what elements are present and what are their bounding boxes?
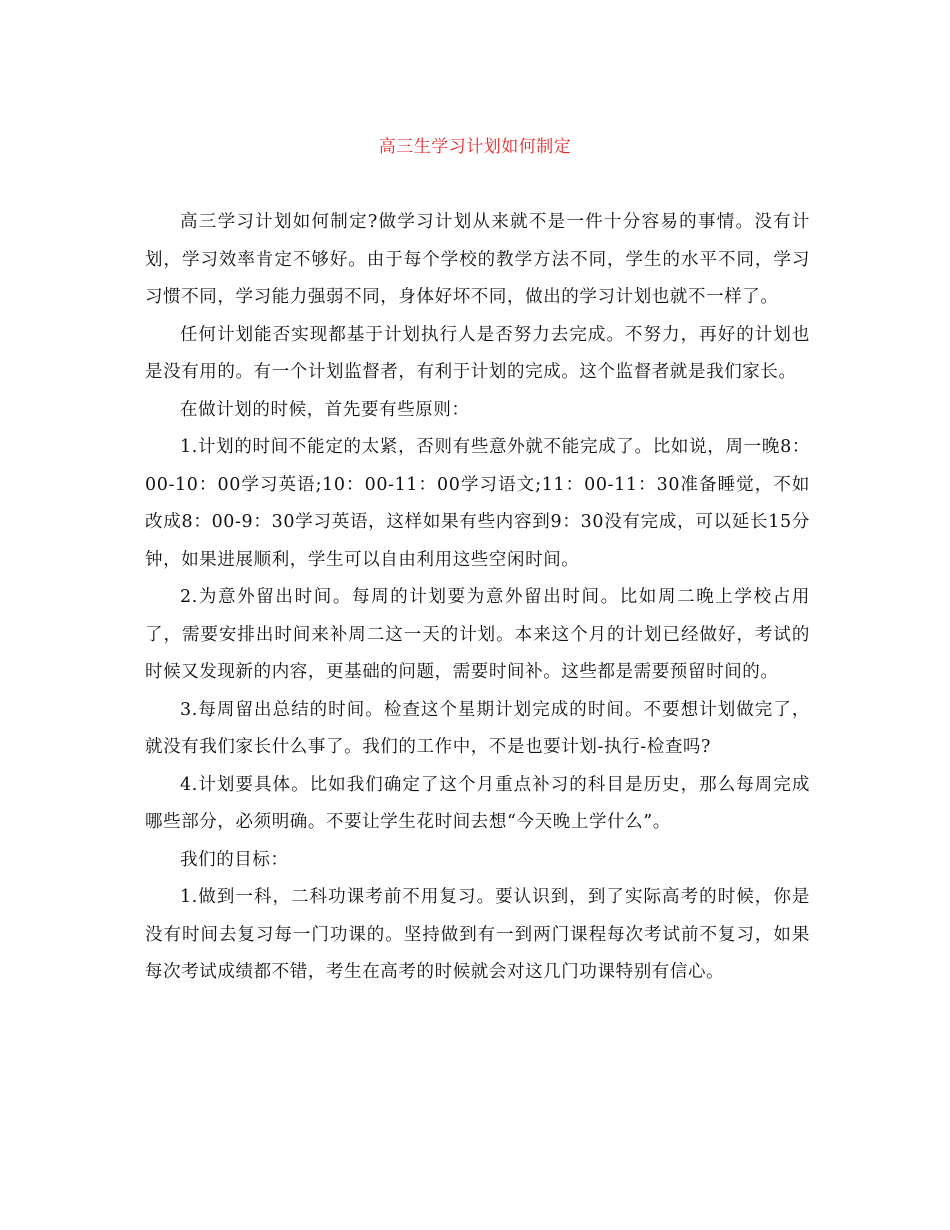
paragraph-intro: 高三学习计划如何制定?做学习计划从来就不是一件十分容易的事情。没有计划，学习效率肯定不够好。由于每个学校的教学方法不同，学生的水平不同，学习习惯不同，学习能力强弱不同，身体好坏不同，做出的学习计划也就不一样了。 [145,212,810,307]
paragraph-goals-heading: 我们的目标： [180,849,289,870]
paragraph-principle-2: 2.为意外留出时间。每周的计划要为意外留出时间。比如周二晚上学校占用了，需要安排出时间来补周二这一天的计划。本来这个月的计划已经做好，考试的时候又发现新的内容，更基础的问题，需要时间补。这些都是需要预留时间的。 [145,587,810,682]
paragraph-supervision: 任何计划能否实现都基于计划执行人是否努力去完成。不努力，再好的计划也是没有用的。有一个计划监督者，有利于计划的完成。这个监督者就是我们家长。 [145,324,810,382]
document-body [145,204,810,992]
document-title: 高三生学习计划如何制定 [378,137,572,157]
paragraph-principle-3: 3.每周留出总结的时间。检查这个星期计划完成的时间。不要想计划做完了，就没有我们家长什么事了。我们的工作中，不是也要计划-执行-检查吗? [145,699,810,757]
paragraph-principle-4: 4.计划要具体。比如我们确定了这个月重点补习的科目是历史，那么每周完成哪些部分，必须明确。不要让学生花时间去想“今天晚上学什么”。 [145,774,810,832]
paragraph-principle-1: 1.计划的时间不能定的太紧，否则有些意外就不能完成了。比如说，周一晚8：00-10：00学习英语;10：00-11：00学习语文;11：00-11：30准备睡觉，不如改成8：00-9：30学习英语，这样如果有些内容到9：30没有完成，可以延长15分钟，如果进展顺利，学生可以自由利用这些空闲时间。 [145,437,810,570]
paragraph-goal-1: 1.做到一科，二科功课考前不用复习。要认识到，到了实际高考的时候，你是没有时间去复习每一门功课的。坚持做到有一到两门课程每次考试前不复习，如果每次考试成绩都不错，考生在高考的时候就会对这几门功课特别有信心。 [145,887,810,982]
paragraph-principles-heading: 在做计划的时候，首先要有些原则： [180,399,470,420]
